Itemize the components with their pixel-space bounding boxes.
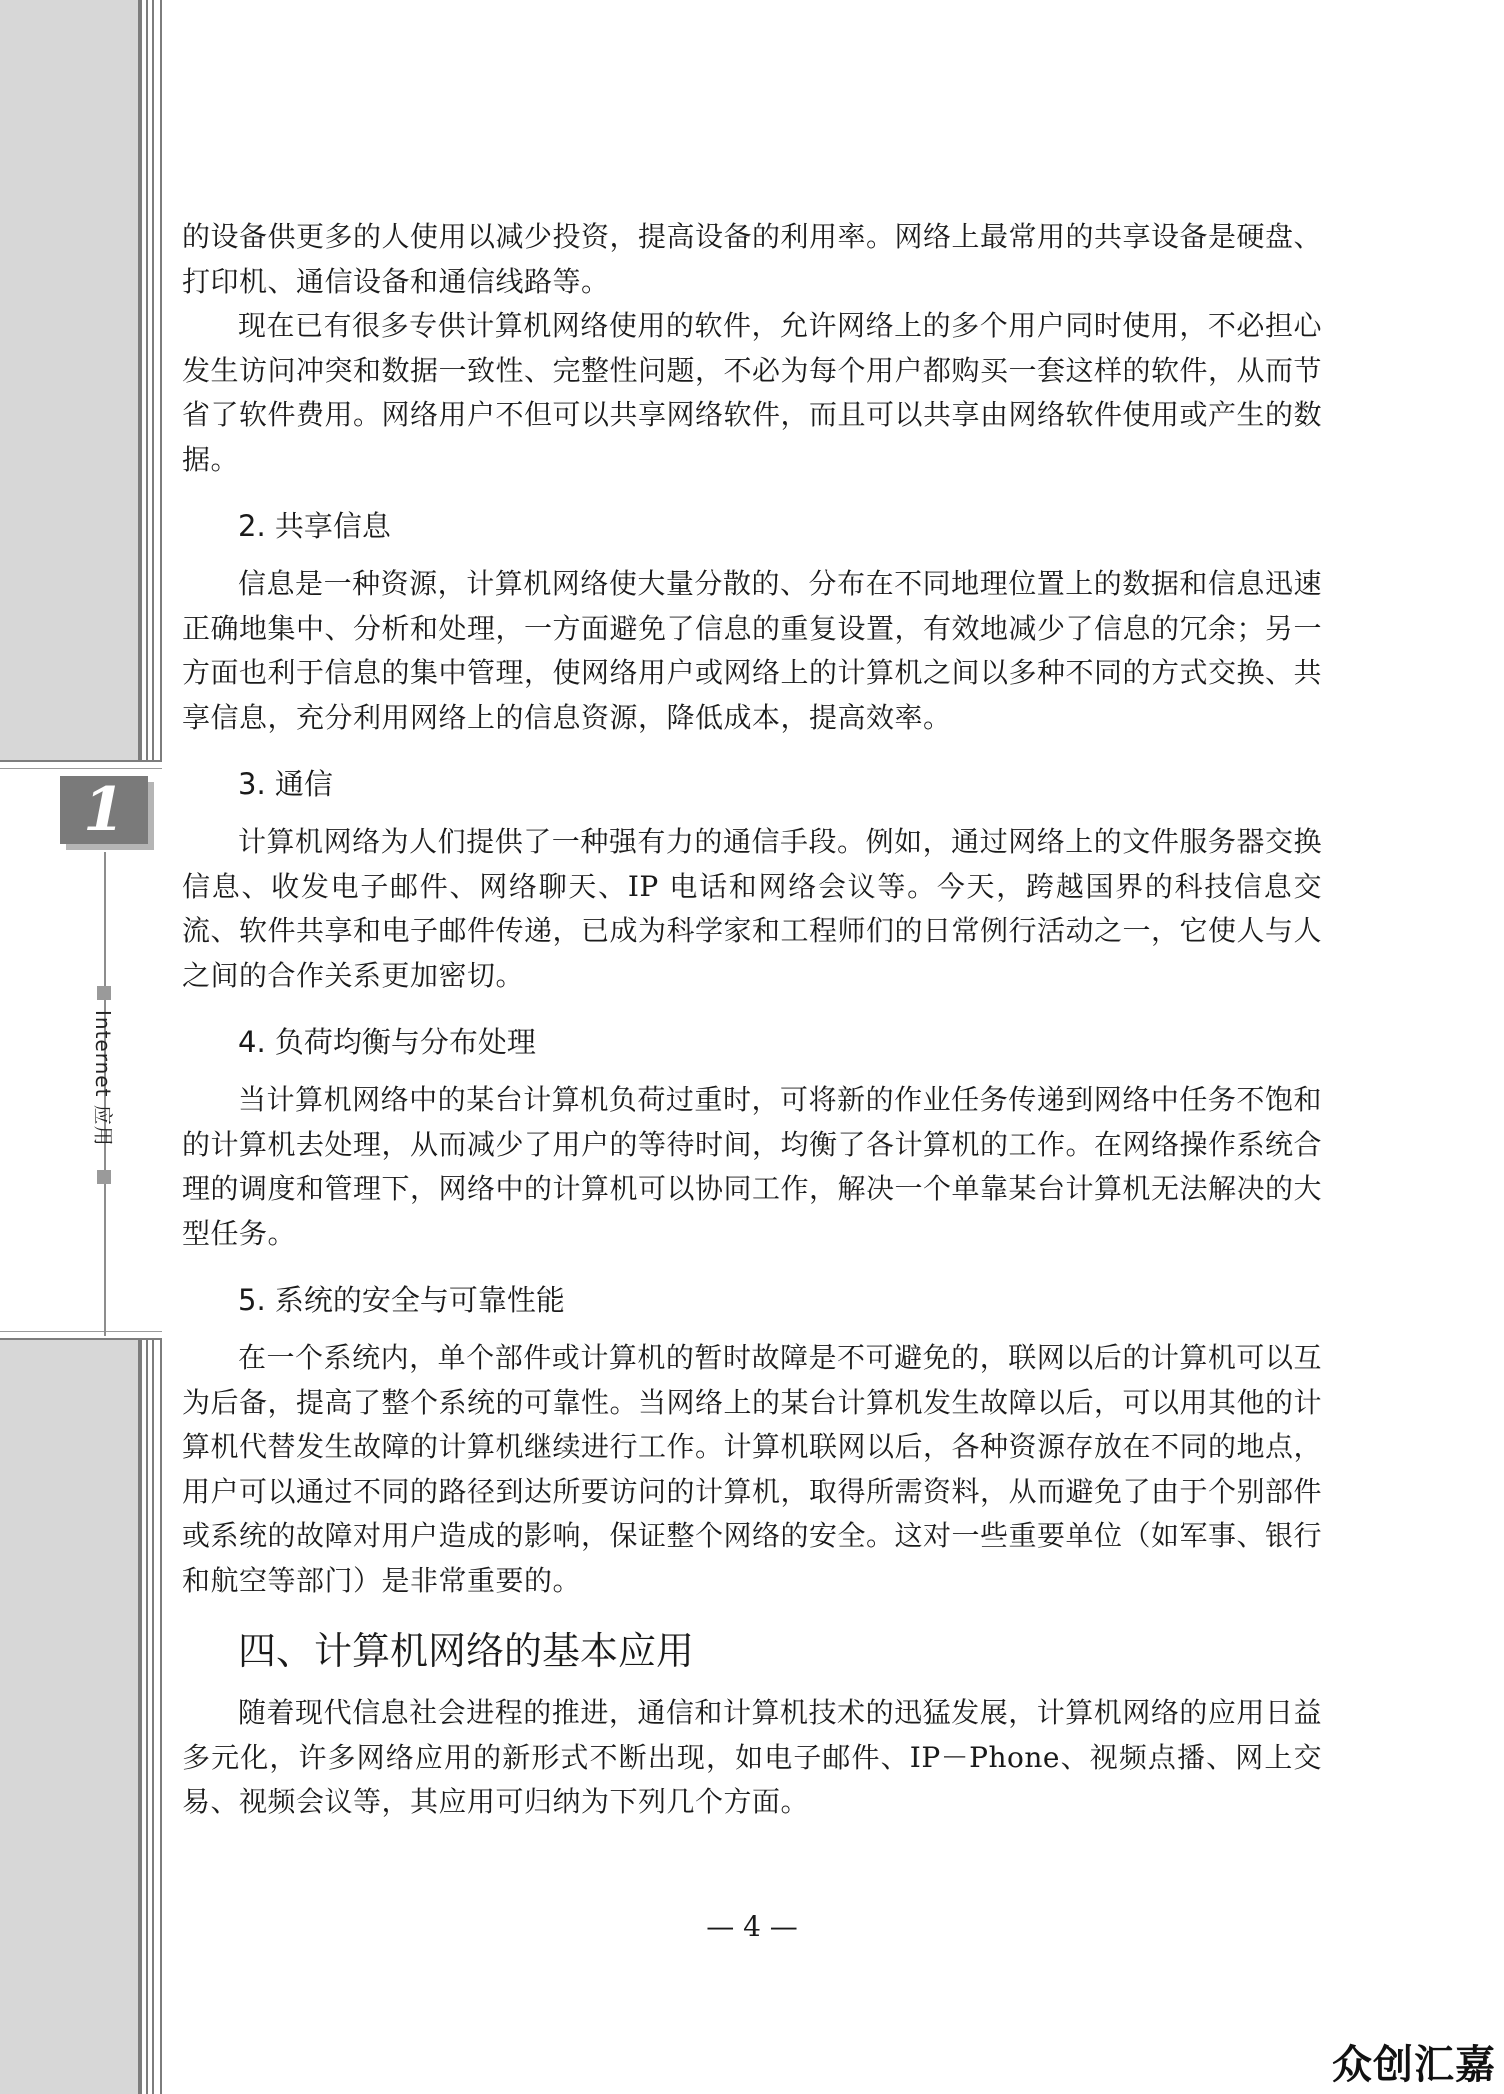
subsection-heading: 5. 系统的安全与可靠性能 (238, 1283, 565, 1317)
chapter-number-badge (60, 776, 148, 844)
chapter-tab-panel (0, 760, 162, 1340)
panel-border-line (0, 1331, 162, 1332)
square-bullet-icon (97, 1170, 111, 1184)
square-bullet-icon (97, 986, 111, 1000)
subsection-heading: 2. 共享信息 (238, 509, 391, 543)
section-heading: 四、计算机网络的基本应用 (238, 1629, 695, 1673)
paragraph: 信息是一种资源，计算机网络使大量分散的、分布在不同地理位置上的数据和信息迅速正确地集中、分析和处理，一方面避免了信息的重复设置，有效地减少了信息的冗余；另一方面也利于信息的集中管理，使网络用户或网络上的计算机之间以多种不同的方式交换、共享信息，充分利用网络上的信息资源，降低成本，提高效率。 (182, 567, 1323, 734)
paragraph: 当计算机网络中的某台计算机负荷过重时，可将新的作业任务传递到网络中任务不饱和的计算机去处理，从而减少了用户的等待时间，均衡了各计算机的工作。在网络操作系统合理的调度和管理下，网络中的计算机可以协同工作，解决一个单靠某台计算机无法解决的大型任务。 (182, 1083, 1323, 1250)
chapter-number: 1 (83, 775, 125, 845)
panel-border-line (0, 768, 162, 769)
chapter-side-label: Internet 应用 (91, 1010, 115, 1147)
watermark-logo: 众创汇嘉 (1332, 2042, 1496, 2088)
page-content (182, 215, 1322, 1825)
subsection-heading: 4. 负荷均衡与分布处理 (238, 1025, 536, 1059)
margin-strip-bottom (0, 1340, 139, 2094)
margin-strip-top (0, 0, 139, 760)
paragraph: 计算机网络为人们提供了一种强有力的通信手段。例如，通过网络上的文件服务器交换信息、收发电子邮件、网络聊天、IP 电话和网络会议等。今天，跨越国界的科技信息交流、软件共享和电子邮件传递，已成为科学家和工程师们的日常例行活动之一，它使人与人之间的合作关系更加密切。 (182, 825, 1323, 992)
page-number: — 4 — (706, 1910, 798, 1943)
paragraph: 现在已有很多专供计算机网络使用的软件，允许网络上的多个用户同时使用，不必担心发生访问冲突和数据一致性、完整性问题，不必为每个用户都购买一套这样的软件，从而节省了软件费用。网络用户不但可以共享网络软件，而且可以共享由网络软件使用或产生的数据。 (182, 309, 1323, 476)
paragraph: 的设备供更多的人使用以减少投资，提高设备的利用率。网络上最常用的共享设备是硬盘、打印机、通信设备和通信线路等。 (182, 220, 1323, 298)
subsection-heading: 3. 通信 (238, 767, 333, 801)
paragraph: 在一个系统内，单个部件或计算机的暂时故障是不可避免的，联网以后的计算机可以互为后备，提高了整个系统的可靠性。当网络上的某台计算机发生故障以后，可以用其他的计算机代替发生故障的计算机继续进行工作。计算机联网以后，各种资源存放在不同的地点，用户可以通过不同的路径到达所要访问的计算机，取得所需资料，从而避免了由于个别部件或系统的故障对用户造成的影响，保证整个网络的安全。这对一些重要单位（如军事、银行和航空等部门）是非常重要的。 (182, 1341, 1323, 1597)
paragraph: 随着现代信息社会进程的推进，通信和计算机技术的迅猛发展，计算机网络的应用日益多元化，许多网络应用的新形式不断出现，如电子邮件、IP－Phone、视频点播、网上交易、视频会议等，其应用可归纳为下列几个方面。 (182, 1696, 1322, 1818)
